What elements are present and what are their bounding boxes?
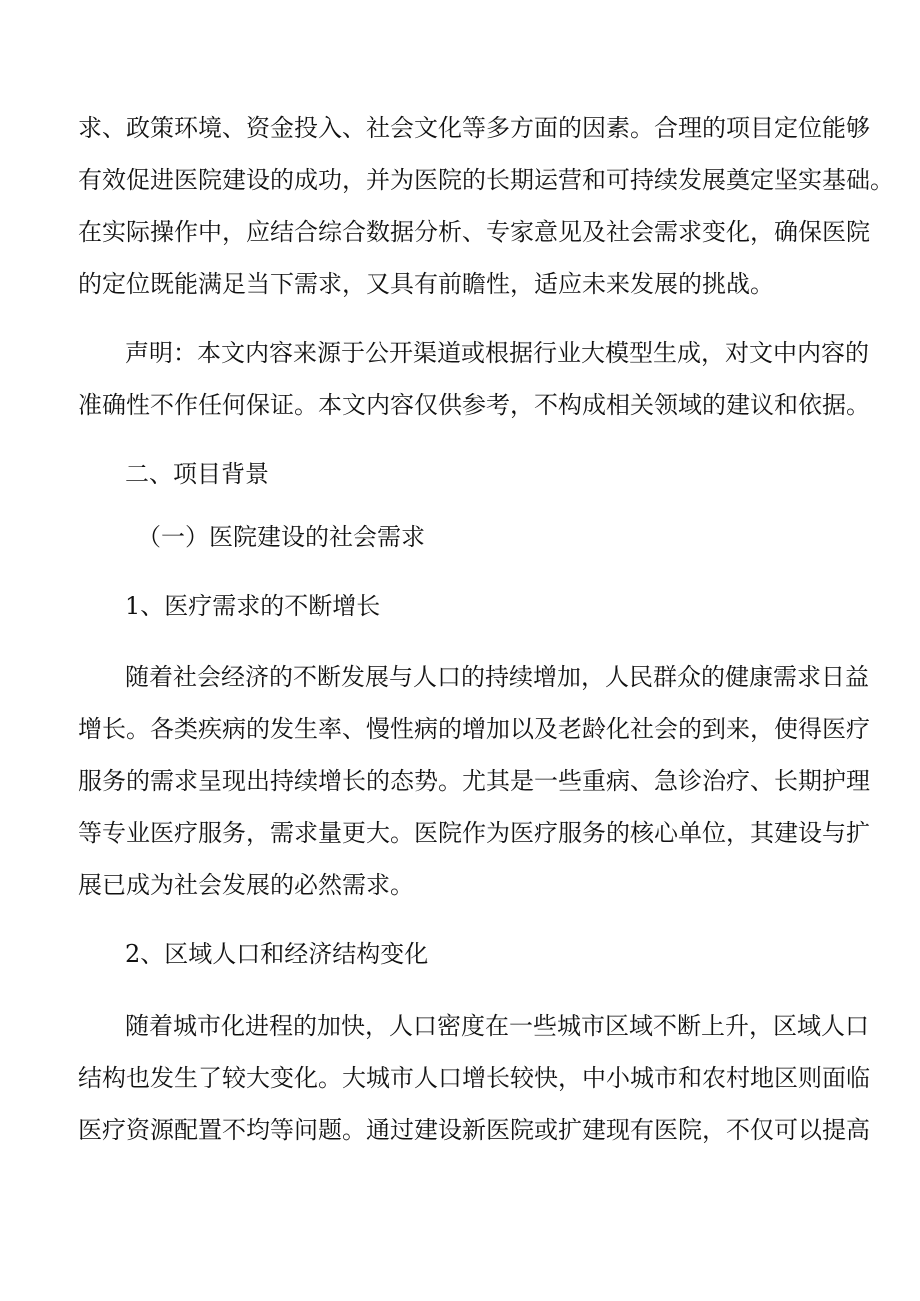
paragraph-line: 的定位既能满足当下需求，又具有前瞻性，适应未来发展的挑战。 (78, 270, 774, 298)
paragraph-line: 有效促进医院建设的成功，并为医院的长期运营和可持续发展奠定坚实基础。 (78, 166, 894, 194)
paragraph-line: 随着社会经济的不断发展与人口的持续增加，人民群众的健康需求日益 (125, 663, 869, 691)
paragraph-line: 随着城市化进程的加快，人口密度在一些城市区域不断上升，区域人口 (125, 1012, 869, 1040)
item-heading: 1、医疗需求的不断增长 (125, 592, 381, 620)
disclaimer-line: 声明：本文内容来源于公开渠道或根据行业大模型生成，对文中内容的 (125, 339, 869, 367)
disclaimer-line: 准确性不作任何保证。本文内容仅供参考，不构成相关领域的建议和依据。 (78, 391, 870, 419)
paragraph-line: 在实际操作中，应结合综合数据分析、专家意见及社会需求变化，确保医院 (78, 218, 870, 246)
paragraph-line: 医疗资源配置不均等问题。通过建设新医院或扩建现有医院，不仅可以提高 (78, 1116, 870, 1144)
item-heading: 2、区域人口和经济结构变化 (125, 940, 429, 968)
paragraph-line: 结构也发生了较大变化。大城市人口增长较快，中小城市和农村地区则面临 (78, 1064, 870, 1092)
paragraph-line: 增长。各类疾病的发生率、慢性病的增加以及老龄化社会的到来，使得医疗 (78, 715, 870, 743)
subsection-heading: （一）医院建设的社会需求 (137, 523, 425, 551)
paragraph-line: 求、政策环境、资金投入、社会文化等多方面的因素。合理的项目定位能够 (78, 114, 870, 142)
section-heading: 二、项目背景 (125, 460, 269, 488)
paragraph-line: 展已成为社会发展的必然需求。 (78, 871, 414, 899)
paragraph-line: 服务的需求呈现出持续增长的态势。尤其是一些重病、急诊治疗、长期护理 (78, 767, 870, 795)
paragraph-line: 等专业医疗服务，需求量更大。医院作为医疗服务的核心单位，其建设与扩 (78, 819, 870, 847)
